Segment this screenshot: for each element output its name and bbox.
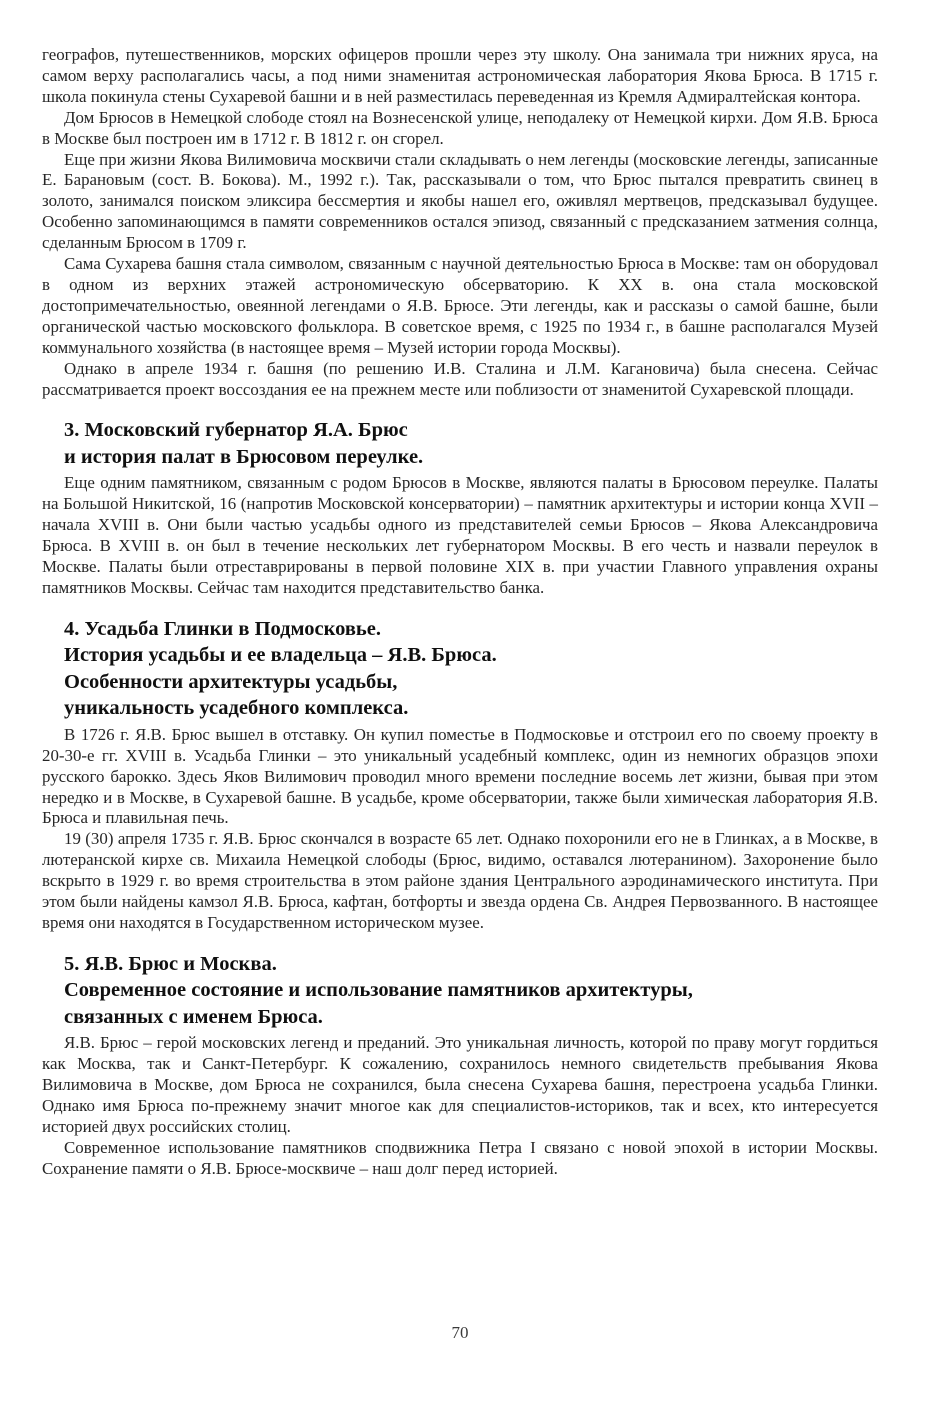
heading-line: и история палат в Брюсовом переулке. bbox=[64, 445, 424, 468]
heading-line: 5. Я.В. Брюс и Москва. bbox=[64, 952, 277, 975]
heading-line: уникальность усадебного комплекса. bbox=[64, 697, 409, 720]
paragraph: Сама Сухарева башня стала символом, связанным с научной деятельностью Брюса в Москве: там он оборудовал в одном из верхних этажей астрономическую обсерваторию. К XX в. она стала московской достопримечательностью, овеянной легендами о Я.В. Брюсе. Эти легенды, как и рассказы о самой башне, были органической частью московского фольклора. В советское время, с 1925 по 1934 г., в башне располагался Музей коммунального хозяйства (в настоящее время – Музей истории города Москвы). bbox=[42, 254, 878, 357]
page-number: 70 bbox=[451, 1323, 469, 1342]
heading-line: Современное состояние и использование памятников архитектуры, bbox=[64, 979, 693, 1002]
paragraph: географов, путешественников, морских офицеров прошли через эту школу. Она занимала три нижних яруса, на самом верху располагались часы, а под ними знаменитая астрономическая лаборатория Якова Брюса. В 1715 г. школа покинула стены Сухаревой башни и в ней разместилась переведенная из Кремля Адмиралтейская контора. bbox=[42, 45, 878, 106]
heading-line: связанных с именем Брюса. bbox=[64, 1005, 323, 1028]
paragraph: Дом Брюсов в Немецкой слободе стоял на Вознесенской улице, неподалеку от Немецкой кирхи. Дом Я.В. Брюса в Москве был построен им в 1712 г. В 1812 г. он сгорел. bbox=[42, 107, 878, 148]
paragraph: Еще одним памятником, связанным с родом Брюсов в Москве, являются палаты в Брюсовом переулке. Палаты на Большой Никитской, 16 (напротив Московской консерватории) – памятник архитектуры и истории конца XVII – начала XVIII в. Они были частью усадьбы одного из представителей семьи Брюсов – Якова Александровича Брюса. В XVIII в. он был в течение нескольких лет губернатором Москвы. В его честь и назвали переулок в Москве. Палаты были отреставрированы в первой половине XIX в. при участии Главного управления охраны памятников Москвы. Сейчас там находится представительство банка. bbox=[42, 473, 878, 597]
paragraph: В 1726 г. Я.В. Брюс вышел в отставку. Он купил поместье в Подмосковье и отстроил его по своему проекту в 20-30-е гг. XVIII в. Усадьба Глинки – это уникальный усадебный комплекс, один из немногих образцов эпохи русского барокко. Здесь Яков Вилимович проводил много времени последние восемь лет жизни, бывая при этом нередко и в Москве, в Сухаревой башне. В усадьбе, кроме обсерватории, также были химическая лаборатория Я.В. Брюса и плавильная печь. bbox=[42, 724, 878, 828]
heading-line: История усадьбы и ее владельца – Я.В. Брюса. bbox=[64, 644, 497, 667]
heading-line: 3. Московский губернатор Я.А. Брюс bbox=[64, 419, 408, 442]
section-heading-4 bbox=[42, 616, 878, 722]
paragraph: Я.В. Брюс – герой московских легенд и преданий. Это уникальная личность, которой по праву могут гордиться как Москва, так и Санкт-Петербург. К сожалению, сохранилось немного свидетельств пребывания Якова Вилимовича в Москве, дом Брюса не сохранился, была снесена Сухарева башня, перестроена усадьба Глинки. Однако имя Брюса по-прежнему значит многое как для специалистов-историков, так и всех, кто интересуется историей двух российских столиц. bbox=[42, 1033, 878, 1137]
text-block bbox=[42, 45, 878, 1180]
heading-line: Особенности архитектуры усадьбы, bbox=[64, 670, 398, 693]
paragraph: Современное использование памятников сподвижника Петра I связано с новой эпохой в истории Москвы. Сохранение памяти о Я.В. Брюсе-москвиче – наш долг перед историей. bbox=[42, 1137, 878, 1178]
section-heading-3 bbox=[42, 417, 878, 470]
paragraph: Однако в апреле 1934 г. башня (по решению И.В. Сталина и Л.М. Кагановича) была снесена. Сейчас рассматривается проект воссоздания ее на прежнем месте или поблизости от знаменитой Сухаревской площади. bbox=[42, 358, 878, 399]
paragraph: 19 (30) апреля 1735 г. Я.В. Брюс скончался в возрасте 65 лет. Однако похоронили его не в Глинках, а в Москве, в лютеранской кирхе св. Михаила Немецкой слободы (Брюс, видимо, оставался лютеранином). Захоронение было вскрыто в 1929 г. во время строительства в этом районе здания Центрального аэродинамического института. При этом были найдены камзол Я.В. Брюса, кафтан, ботфорты и звезда ордена Св. Андрея Первозванного. В настоящее время они находятся в Государственном историческом музее. bbox=[42, 829, 878, 932]
paragraph: Еще при жизни Якова Вилимовича москвичи стали складывать о нем легенды (московские легенды, записанные Е. Барановым (сост. В. Бокова). М., 1992 г.). Так, рассказывали о том, что Брюс пытался превратить свинец в золото, занимался поиском эликсира бессмертия и якобы нашел его, оживлял мертвецов, предсказывал будущее. Особенно запоминающимся в памяти современников остался эпизод, связанный с предсказанием затмения солнца, сделанным Брюсом в 1709 г. bbox=[42, 149, 878, 253]
section-heading-5 bbox=[42, 951, 878, 1031]
heading-line: 4. Усадьба Глинки в Подмосковье. bbox=[64, 617, 381, 640]
